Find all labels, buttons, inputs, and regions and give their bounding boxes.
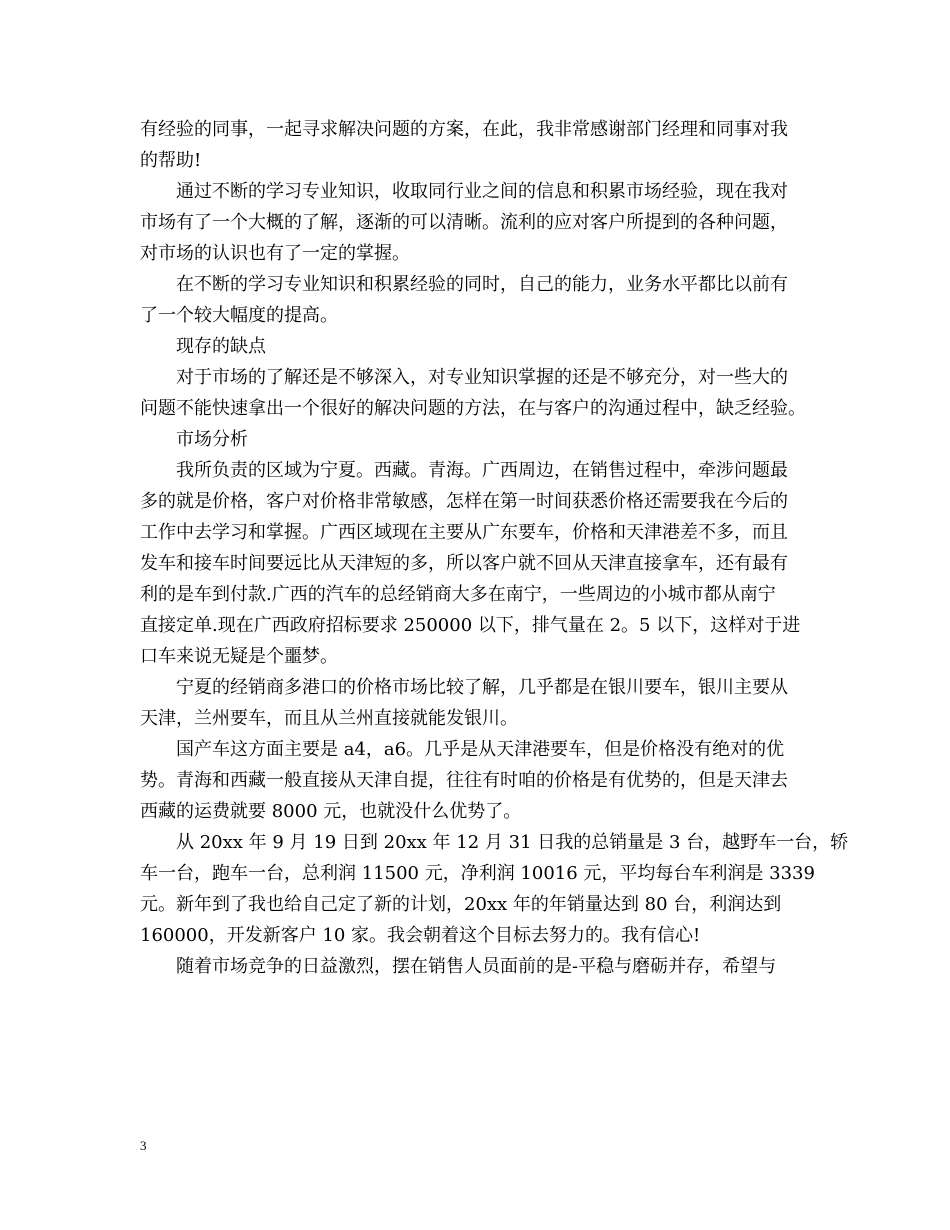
text-line: 市场分析 (176, 429, 248, 450)
text-line: 发车和接车时间要远比从天津短的多，所以客户就不回从天津直接拿车，还有最有 (140, 553, 788, 574)
text-line: 工作中去学习和掌握。广西区域现在主要从广东要车，价格和天津港差不多，而且 (140, 522, 788, 543)
text-line: 势。青海和西藏一般直接从天津自提，往往有时咱的价格是有优势的，但是天津去 (140, 770, 788, 791)
text-line: 我所负责的区域为宁夏。西藏。青海。广西周边，在销售过程中，牵涉问题最 (176, 460, 788, 481)
text-line: 问题不能快速拿出一个很好的解决问题的方法，在与客户的沟通过程中，缺乏经验。 (140, 398, 806, 419)
text-line: 对于市场的了解还是不够深入，对专业知识掌握的还是不够充分，对一些大的 (176, 367, 788, 388)
document-body (140, 114, 849, 982)
text-line: 市场有了一个大概的了解，逐渐的可以清晰。流利的应对客户所提到的各种问题， (140, 212, 788, 233)
text-line: 的帮助! (140, 150, 202, 171)
text-line: 西藏的运费就要 8000 元，也就没什么优势了。 (140, 801, 522, 822)
text-line: 随着市场竞争的日益激烈，摆在销售人员面前的是-平稳与磨砺并存，希望与 (176, 956, 777, 977)
text-line: 有经验的同事，一起寻求解决问题的方案，在此，我非常感谢部门经理和同事对我 (140, 119, 788, 140)
text-line: 车一台，跑车一台，总利润 11500 元，净利润 10016 元，平均每台车利润是 3339 (140, 863, 815, 884)
text-line: 直接定单.现在广西政府招标要求 250000 以下，排气量在 2。5 以下，这样对于进 (140, 615, 801, 636)
text-line: 天津，兰州要车，而且从兰州直接就能发银川。 (140, 708, 518, 729)
text-line: 对市场的认识也有了一定的掌握。 (140, 243, 410, 264)
text-line: 通过不断的学习专业知识，收取同行业之间的信息和积累市场经验，现在我对 (176, 181, 788, 202)
text-line: 国产车这方面主要是 a4，a6。几乎是从天津港要车，但是价格没有绝对的优 (176, 739, 785, 760)
text-line: 在不断的学习专业知识和积累经验的同时，自己的能力，业务水平都比以前有 (176, 274, 788, 295)
text-line: 从 20xx 年 9 月 19 日到 20xx 年 12 月 31 日我的总销量是 3 台，越野车一台，轿 (176, 832, 849, 853)
text-line: 多的就是价格，客户对价格非常敏感，怎样在第一时间获悉价格还需要我在今后的 (140, 491, 788, 512)
text-line: 宁夏的经销商多港口的价格市场比较了解，几乎都是在银川要车，银川主要从 (176, 677, 788, 698)
text-line: 现存的缺点 (176, 336, 266, 357)
text-line: 口车来说无疑是个噩梦。 (140, 646, 338, 667)
text-line: 160000，开发新客户 10 家。我会朝着这个目标去努力的。我有信心! (140, 925, 701, 946)
text-line: 元。新年到了我也给自己定了新的计划，20xx 年的年销量达到 80 台，利润达到 (140, 894, 782, 915)
text-line: 了一个较大幅度的提高。 (140, 305, 338, 326)
text-line: 利的是车到付款.广西的汽车的总经销商大多在南宁，一些周边的小城市都从南宁 (140, 584, 776, 605)
page-number: 3 (140, 1138, 147, 1153)
